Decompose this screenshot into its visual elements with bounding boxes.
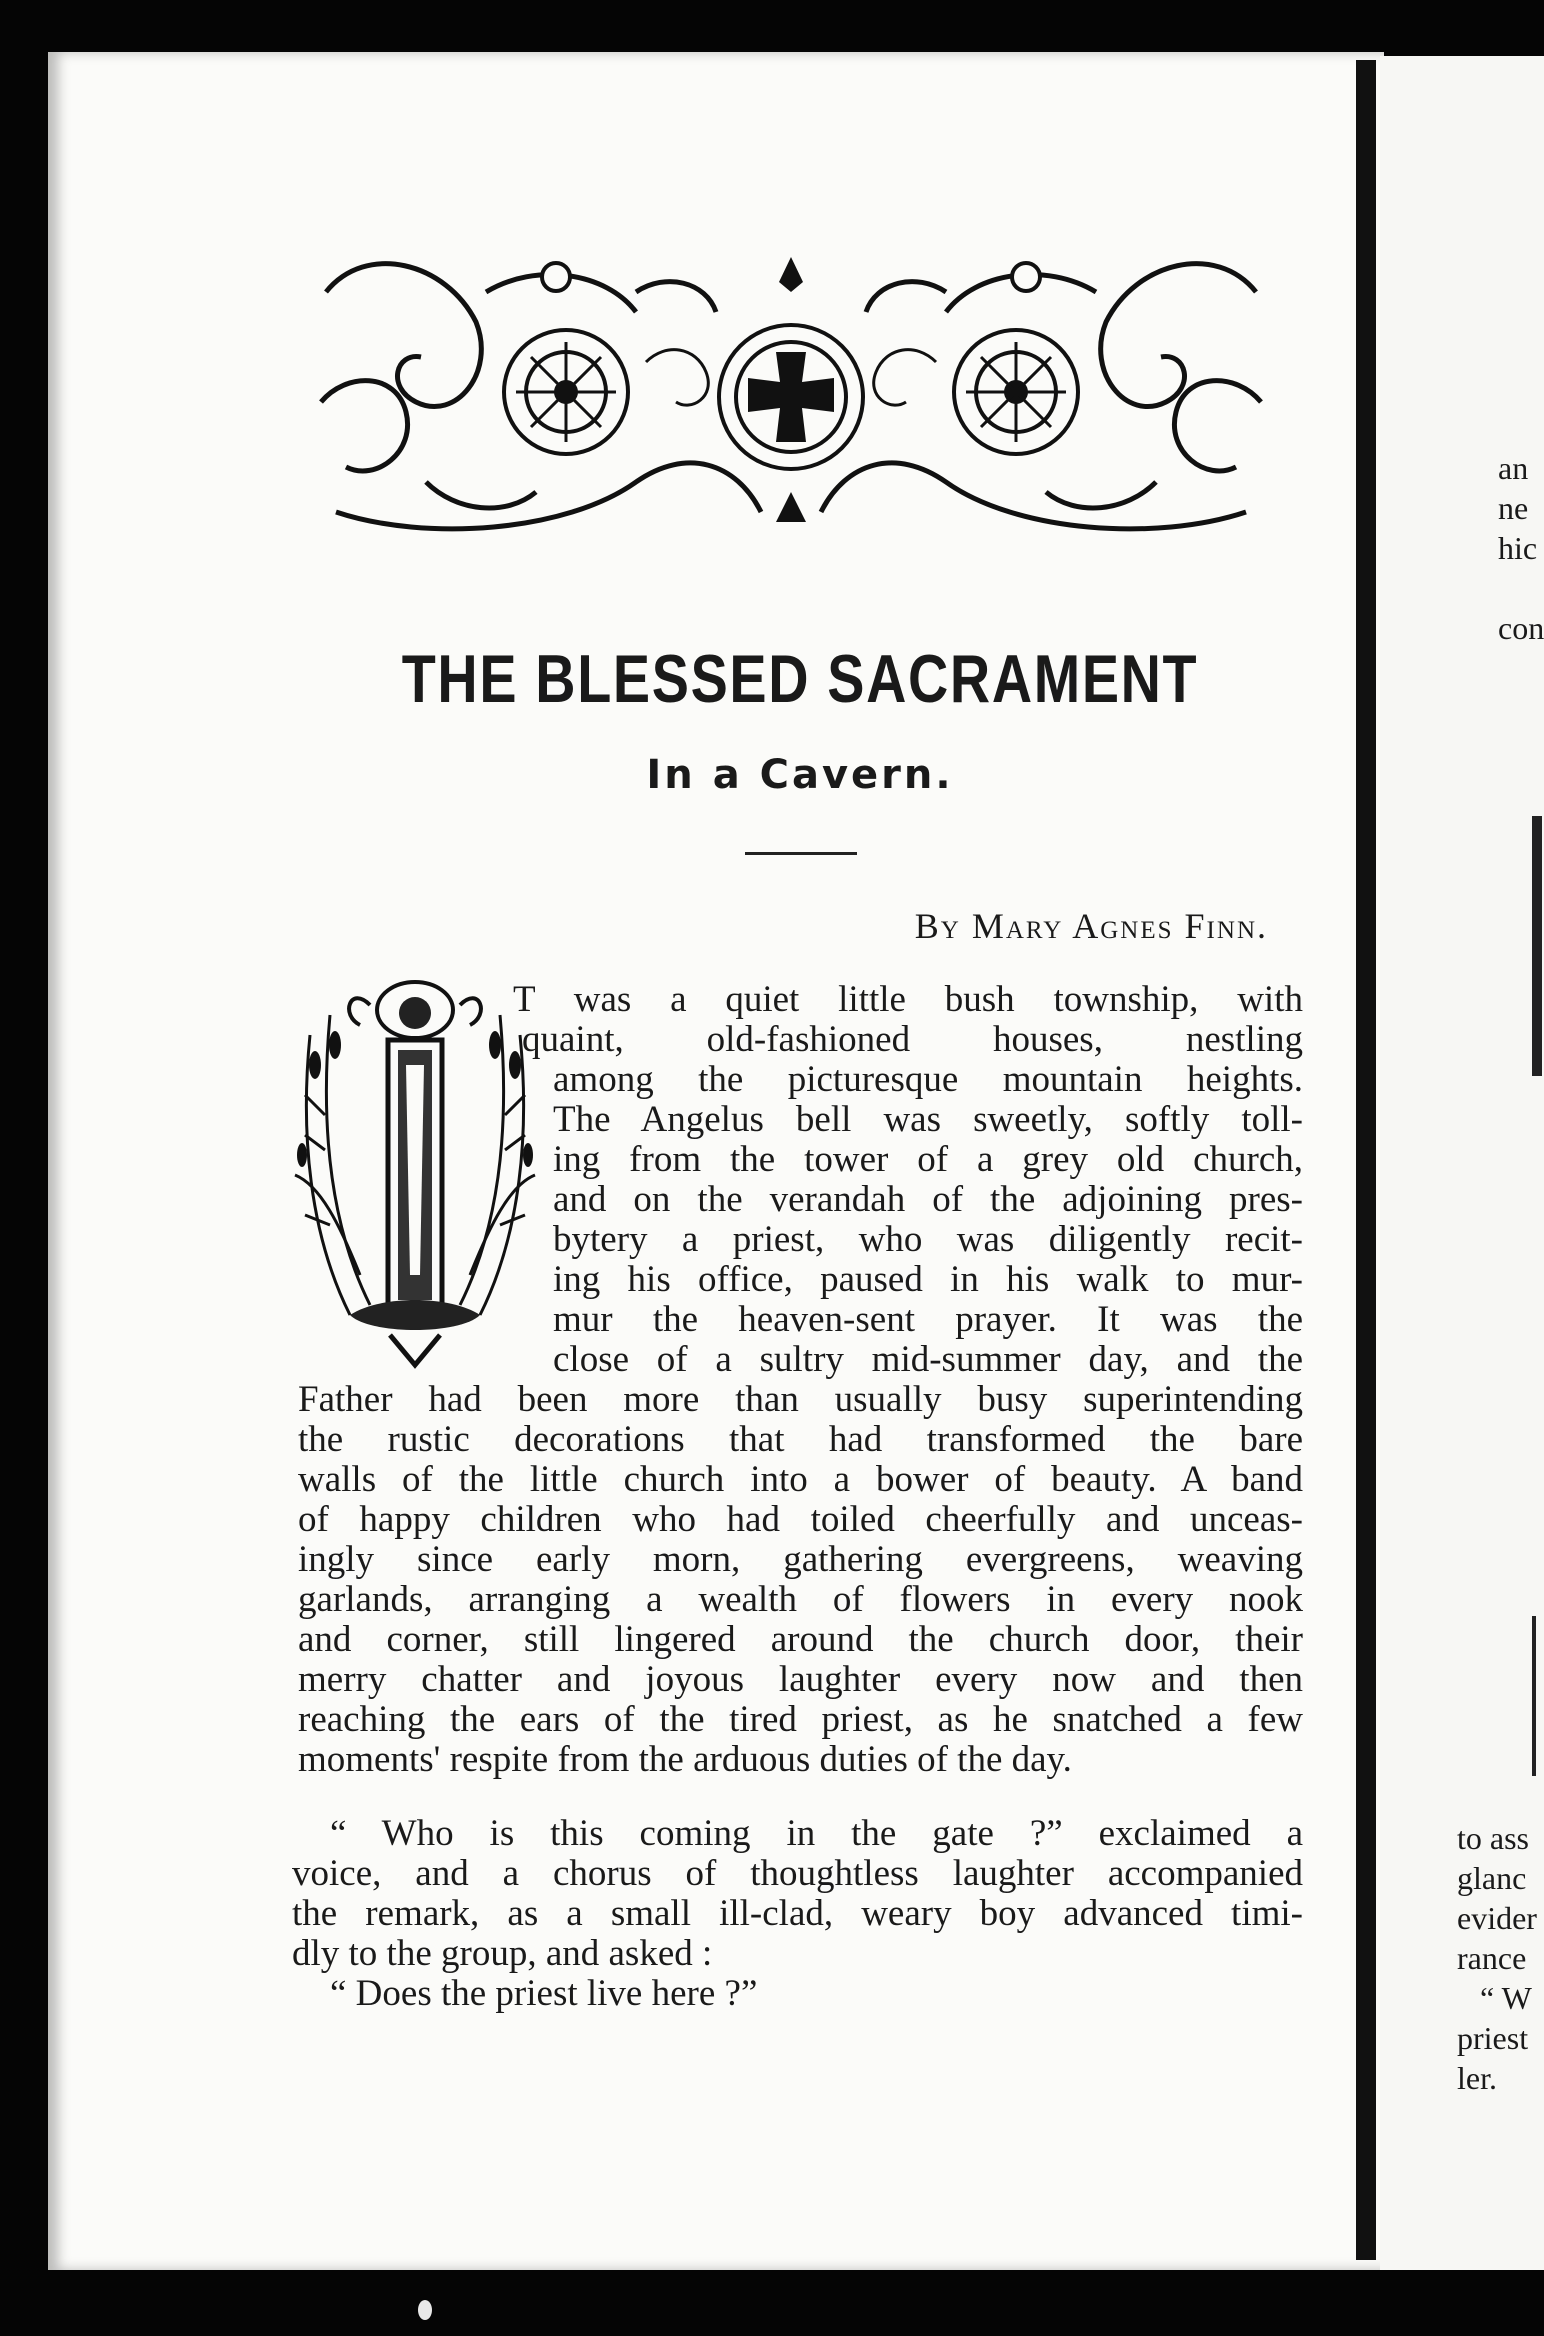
- body-line: garlands, arranging a wealth of flowers in every nook: [298, 1579, 1303, 1620]
- article-title: THE BLESSED SACRAMENT: [401, 641, 1199, 717]
- body-line: merry chatter and joyous laughter every now and then: [298, 1659, 1303, 1700]
- facing-page-illustration-edge: [1532, 816, 1542, 1076]
- facing-page-text: “ W: [1480, 1980, 1532, 2016]
- body-line: the remark, as a small ill-clad, weary boy advanced timi-: [292, 1893, 1303, 1934]
- body-line: ingly since early morn, gathering evergreens, weaving: [298, 1539, 1303, 1580]
- body-line: bytery a priest, who was diligently recit-: [553, 1219, 1303, 1260]
- facing-page-text: priest: [1457, 2020, 1529, 2056]
- page-gutter: [1356, 60, 1376, 2260]
- body-line: The Angelus bell was sweetly, softly toll-: [553, 1099, 1303, 1140]
- body-line: “ Who is this coming in the gate ?” exclaimed a: [330, 1813, 1303, 1854]
- body-line: dly to the group, and asked :: [292, 1933, 713, 1974]
- article-subtitle: In a Cavern.: [646, 752, 954, 798]
- body-line: and corner, still lingered around the church door, their: [298, 1619, 1303, 1660]
- facing-page-text: evider: [1457, 1900, 1537, 1936]
- title-divider: [745, 852, 857, 855]
- facing-page-text: rance: [1457, 1940, 1527, 1976]
- body-line: reaching the ears of the tired priest, as he snatched a few: [298, 1699, 1303, 1740]
- body-line: walls of the little church into a bower of beauty. A band: [298, 1459, 1303, 1500]
- body-line: ing from the tower of a grey old church,: [553, 1139, 1303, 1180]
- body-line: T was a quiet little bush township, with: [513, 979, 1303, 1020]
- body-line: moments' respite from the arduous duties of the day.: [298, 1739, 1072, 1780]
- facing-page-fragment: [1380, 56, 1544, 2270]
- body-line: voice, and a chorus of thoughtless laughter accompanied: [292, 1853, 1303, 1894]
- illuminated-drop-cap: [290, 975, 540, 1370]
- facing-page-text: glanc: [1457, 1860, 1527, 1896]
- facing-page-text: hic: [1498, 530, 1538, 566]
- facing-page-illustration-edge: [1532, 1616, 1536, 1776]
- facing-page-text: ler.: [1457, 2060, 1497, 2096]
- body-line: “ Does the priest live here ?”: [330, 1973, 758, 2014]
- body-line: close of a sultry mid-summer day, and the: [553, 1339, 1303, 1380]
- body-line: of happy children who had toiled cheerfully and unceas-: [298, 1499, 1303, 1540]
- facing-page-text: con: [1498, 610, 1544, 646]
- body-line: mur the heaven-sent prayer. It was the: [553, 1299, 1303, 1340]
- decorative-headpiece-ornament: [306, 252, 1276, 552]
- facing-page-text: an: [1498, 450, 1529, 486]
- body-line: Father had been more than usually busy superintending: [298, 1379, 1303, 1420]
- body-line: quaint, old-fashioned houses, nestling: [522, 1019, 1303, 1060]
- body-line: ing his office, paused in his walk to mur-: [553, 1259, 1303, 1300]
- body-line: among the picturesque mountain heights.: [553, 1059, 1303, 1100]
- scan-dust-speck: [418, 2300, 432, 2320]
- body-line: the rustic decorations that had transformed the bare: [298, 1419, 1303, 1460]
- body-line: and on the verandah of the adjoining pres-: [553, 1179, 1303, 1220]
- author-byline: By Mary Agnes Finn.: [914, 906, 1268, 946]
- facing-page-text: ne: [1498, 490, 1529, 526]
- facing-page-text: to ass: [1457, 1820, 1529, 1856]
